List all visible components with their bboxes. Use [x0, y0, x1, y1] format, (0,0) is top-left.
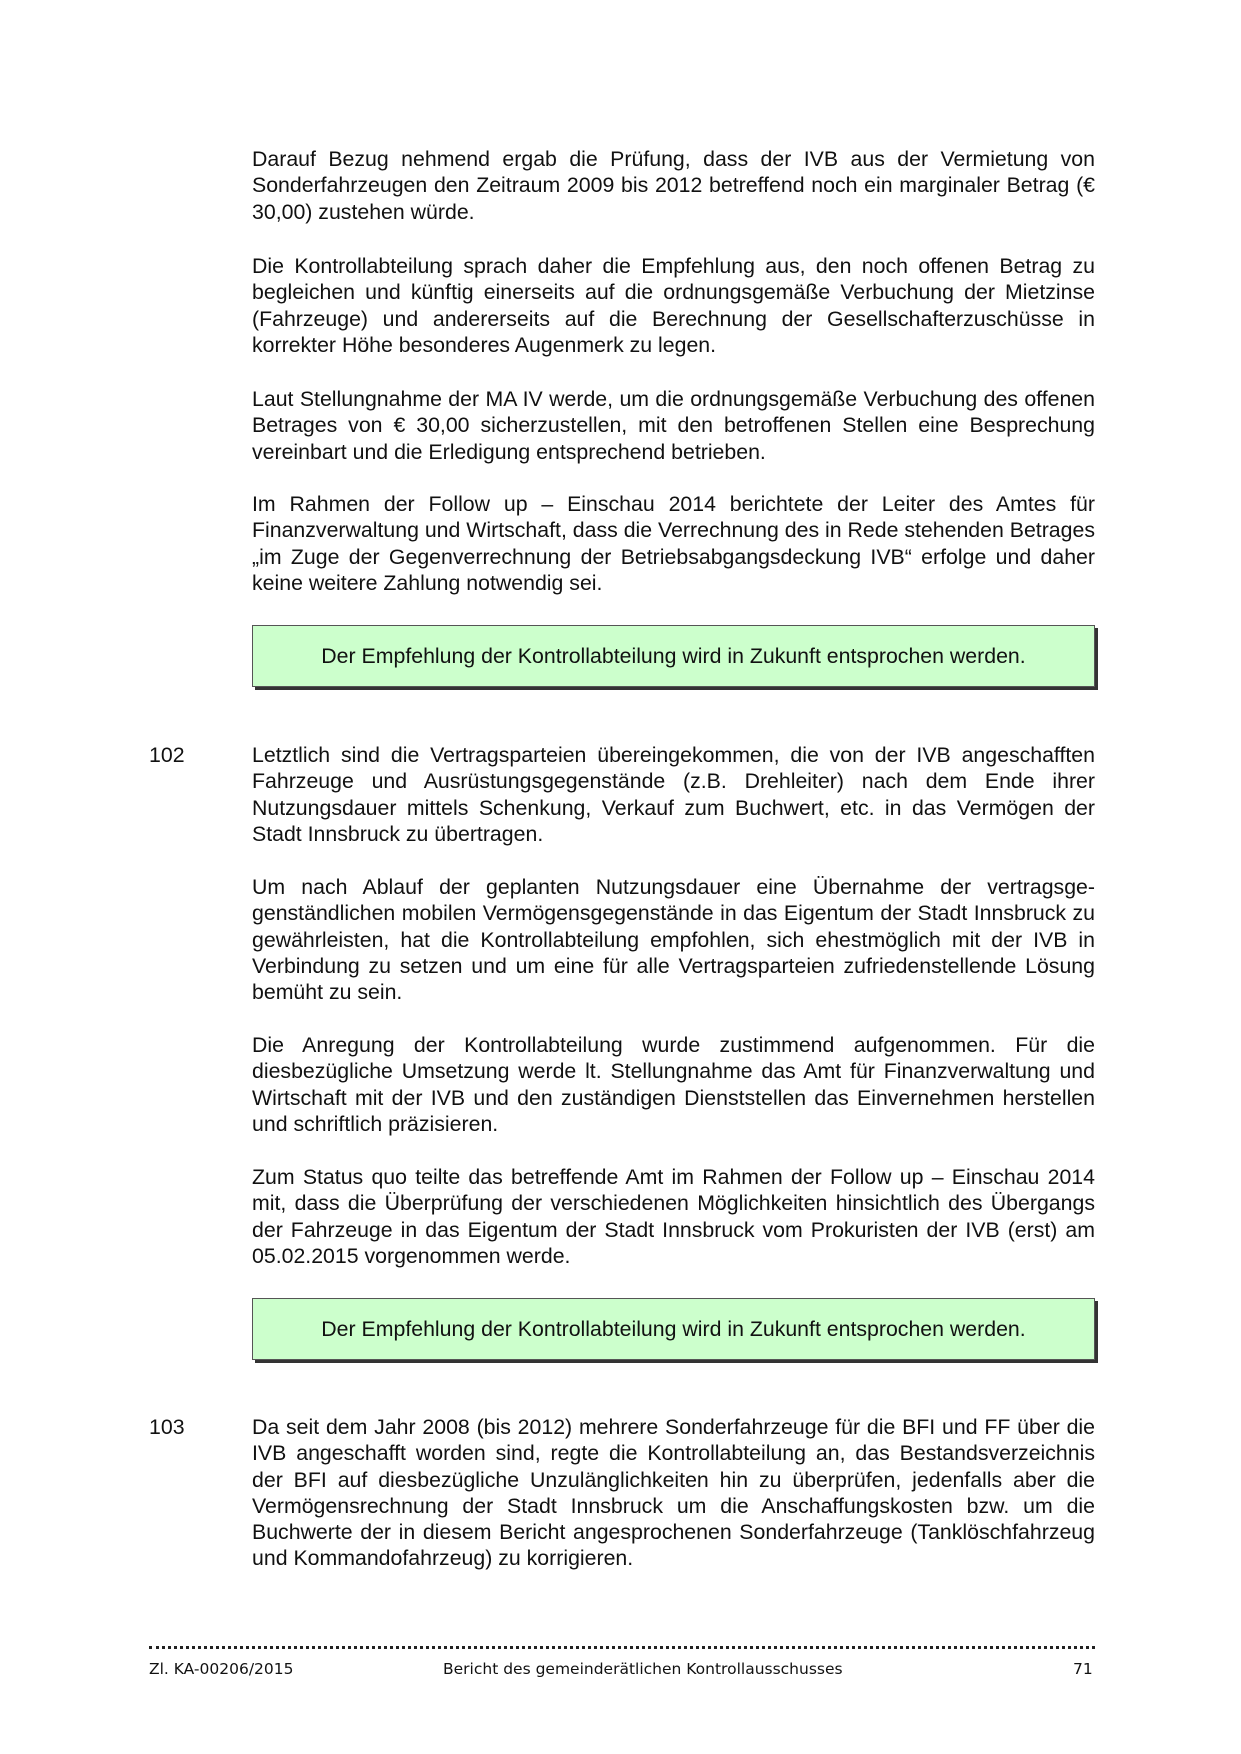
page-number: 71 — [1073, 1660, 1093, 1678]
paragraph-3 — [252, 386, 1095, 465]
paragraph-text: Letztlich sind die Vertragsparteien übereingekommen, die von der IVB angeschafften Fahrzeuge und Ausrüstungsgegenstände (z.B. Drehleiter) nach dem Ende ihrer Nutzungsdauer mittels Schenkung, Verkauf zum Buchwert, etc. in das Vermögen der Stadt Innsbruck zu übertragen. — [252, 743, 1095, 846]
section-number-103: 103 — [149, 1415, 185, 1439]
paragraph-text: Die Anregung der Kontrollabteilung wurde zustimmend aufgenommen. Für die diesbezügliche Umsetzung werde lt. Stellungnahme das Amt für Finanzverwaltung und Wirtschaft mit der IVB und den zuständigen Dienststellen das Einvernehmen herstellen und schriftlich präzisieren. — [252, 1033, 1095, 1136]
paragraph-2 — [252, 253, 1095, 358]
recommendation-callout-1 — [252, 625, 1095, 687]
paragraph-9 — [252, 1414, 1095, 1572]
paragraph-5 — [252, 742, 1095, 847]
paragraph-1 — [252, 146, 1095, 225]
callout-text: Der Empfehlung der Kontrollabteilung wird in Zukunft entsprochen werden. — [321, 643, 1026, 668]
footer-title: Bericht des gemeinderätlichen Kontrollausschusses — [443, 1660, 843, 1678]
paragraph-text: Die Kontrollabteilung sprach daher die Empfehlung aus, den noch offenen Betrag zu begleichen und künftig einerseits auf die ordnungsgemäße Verbuchung der Mietzinse (Fahrzeuge) und andererseits auf die Berechnung der Gesellschafterzuschüsse in korrekter Höhe besonderes Augenmerk zu legen. — [252, 254, 1095, 357]
paragraph-4 — [252, 491, 1095, 596]
paragraph-text: Zum Status quo teilte das betreffende Amt im Rahmen der Follow up – Einschau 2014 mit, dass die Überprüfung der verschiedenen Möglichkeiten hinsichtlich des Übergangs der Fahrzeuge in das Eigentum der Stadt Innsbruck vom Prokuristen der IVB (erst) am 05.02.2015 vorgenommen werde. — [252, 1165, 1095, 1268]
paragraph-text: Darauf Bezug nehmend ergab die Prüfung, dass der IVB aus der Vermietung von Sonderfahrzeugen den Zeitraum 2009 bis 2012 betreffend noch ein marginaler Betrag (€ 30,00) zustehen würde. — [252, 147, 1095, 224]
paragraph-7 — [252, 1032, 1095, 1137]
paragraph-text: Laut Stellungnahme der MA IV werde, um die ordnungsgemäße Verbuchung des offenen Betrages von € 30,00 sicherzustellen, mit den betroffenen Stellen eine Besprechung vereinbart und die Erledigung entsprechend betrieben. — [252, 387, 1095, 464]
paragraph-text: Im Rahmen der Follow up – Einschau 2014 berichtete der Leiter des Amtes für Finanzverwaltung und Wirtschaft, dass die Verrechnung des in Rede stehenden Betrages „im Zuge der Gegenverrechnung der Betriebsabgangsdeckung IVB“ erfolge und daher keine weitere Zahlung notwendig sei. — [252, 492, 1095, 595]
section-number-102: 102 — [149, 743, 185, 767]
paragraph-6 — [252, 874, 1095, 1005]
recommendation-callout-2 — [252, 1298, 1095, 1360]
footer-reference: Zl. KA-00206/2015 — [149, 1660, 294, 1678]
callout-text: Der Empfehlung der Kontrollabteilung wird in Zukunft entsprochen werden. — [321, 1316, 1026, 1341]
paragraph-text: Um nach Ablauf der geplanten Nutzungsdauer eine Übernahme der vertragsgegenständlichen mobilen Vermögensgegenstände in das Eigentum der Stadt Innsbruck zu gewährleisten, hat die Kontrollabteilung empfohlen, sich ehestmöglich mit der IVB in Verbindung zu setzen und um eine für alle Vertragsparteien zufriedenstellende Lösung bemüht zu sein. — [252, 875, 1095, 1005]
footer-divider — [149, 1640, 1095, 1649]
paragraph-text: Da seit dem Jahr 2008 (bis 2012) mehrere Sonderfahrzeuge für die BFI und FF über die IVB angeschafft worden sind, regte die Kontrollabteilung an, das Bestandsverzeichnis der BFI auf diesbezügliche Unzulänglichkeiten hin zu überprüfen, jedenfalls aber die Vermögensrechnung der Stadt Innsbruck um die Anschaffungskosten bzw. um die Buchwerte der in diesem Bericht angesprochenen Sonderfahrzeuge (Tanklöschfahrzeug und Kommandofahrzeug) zu korrigieren. — [252, 1415, 1095, 1571]
paragraph-8 — [252, 1164, 1095, 1269]
